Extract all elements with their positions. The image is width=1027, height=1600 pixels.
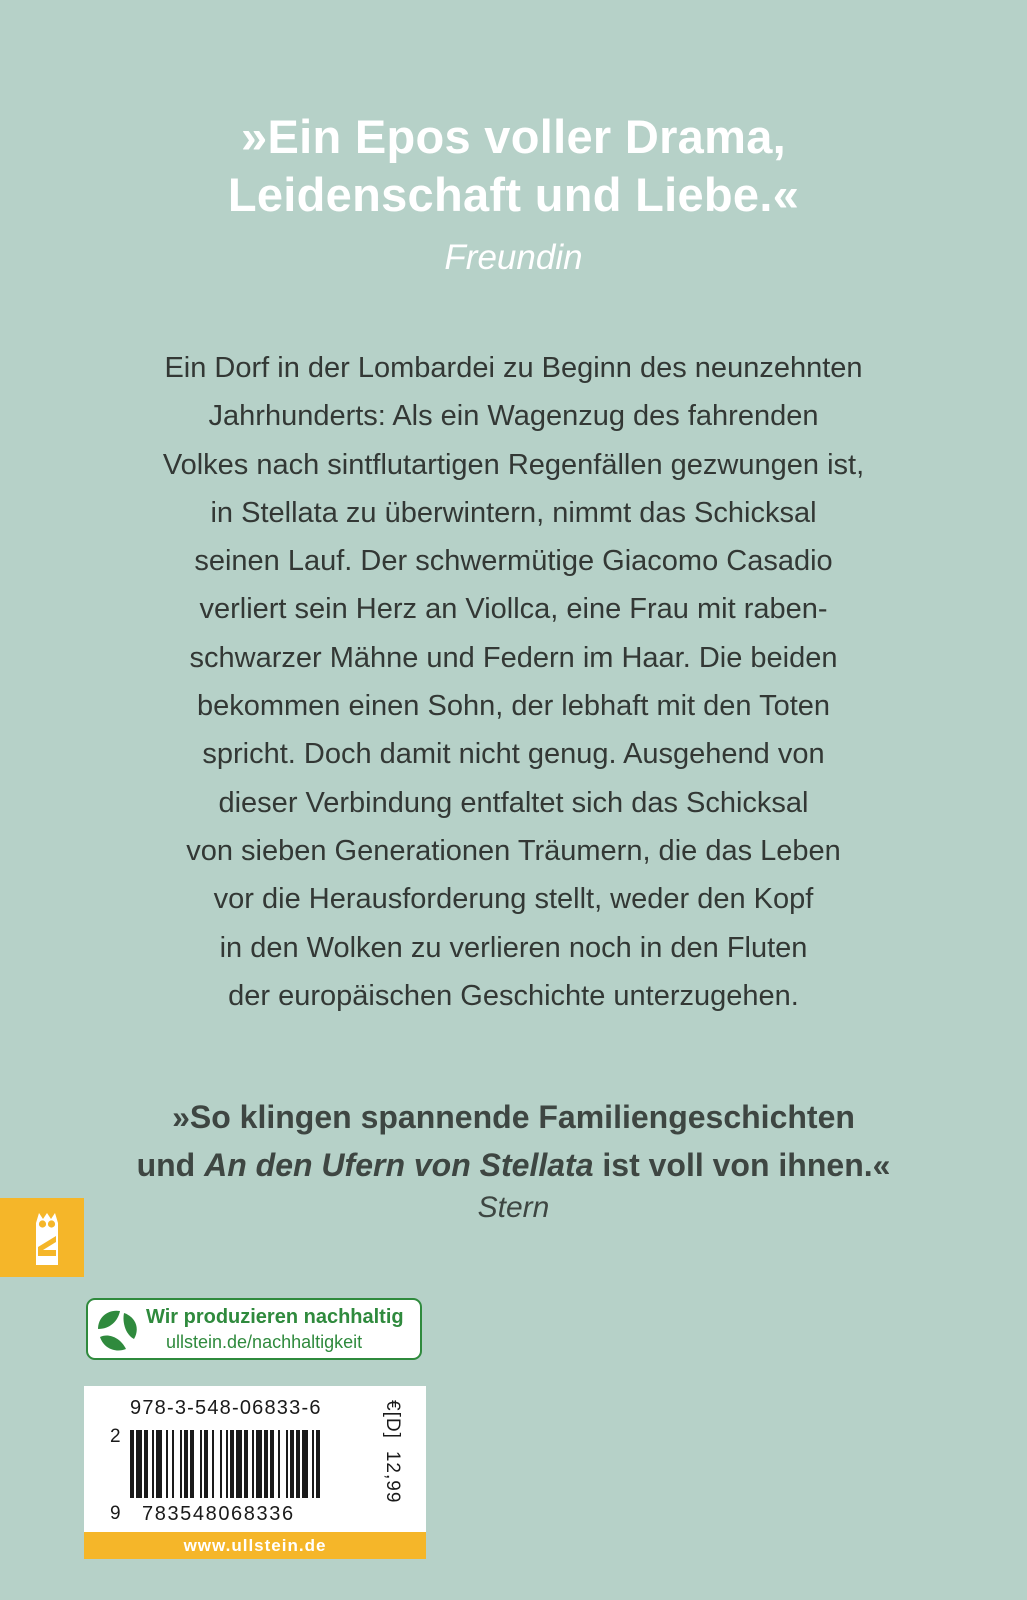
barcode-bar	[252, 1430, 254, 1498]
blurb-line: Volkes nach sintflutartigen Regenfällen gezwungen ist,	[162, 448, 865, 481]
barcode-bar	[290, 1430, 294, 1498]
barcode-bar	[184, 1430, 188, 1498]
blurb-line: spricht. Doch damit nicht genug. Ausgehend von	[202, 738, 825, 771]
eco-badge-title: Wir produzieren nachhaltig	[146, 1306, 404, 1328]
top-quote-line-1: »Ein Epos voller Drama,	[241, 110, 786, 163]
barcode-lead-bottom: 9	[110, 1503, 121, 1524]
barcode-bar	[226, 1430, 228, 1498]
barcode-bar	[144, 1430, 148, 1498]
barcode-bar	[278, 1430, 280, 1498]
blurb-line: in Stellata zu überwintern, nimmt das Schicksal	[210, 496, 817, 529]
barcode-bar	[180, 1430, 182, 1498]
blurb-line: vor die Herausforderung stellt, weder den Kopf	[213, 883, 814, 916]
barcode-bar	[296, 1430, 300, 1498]
top-quote-line-2: Leidenschaft und Liebe.«	[227, 168, 800, 221]
leaf-cycle-icon	[94, 1305, 142, 1355]
price-currency: €[D]	[382, 1400, 403, 1439]
owl-logo-icon	[34, 1207, 60, 1269]
price-label	[377, 1400, 407, 1524]
barcode-bar	[286, 1430, 288, 1498]
bottom-quote-line-1: »So klingen spannende Familiengeschichten	[172, 1099, 855, 1135]
bottom-quote	[0, 1093, 1027, 1189]
barcode-bar	[200, 1430, 202, 1498]
sustainability-badge	[86, 1298, 422, 1360]
bottom-quote-source: Stern	[477, 1191, 550, 1224]
bottom-quote-post: ist voll von ihnen.«	[593, 1147, 891, 1183]
barcode-bar	[130, 1430, 134, 1498]
barcode-bar	[302, 1430, 308, 1498]
barcode-lead-top: 2	[110, 1426, 121, 1447]
barcode-bar	[230, 1430, 234, 1498]
barcode-bar	[156, 1430, 162, 1498]
blurb-line: dieser Verbindung entfaltet sich das Schicksal	[218, 786, 809, 819]
barcode-bar	[270, 1430, 274, 1498]
barcode-bar	[152, 1430, 154, 1498]
blurb-line: der europäischen Geschichte unterzugehen.	[228, 979, 799, 1012]
barcode-label	[84, 1386, 426, 1559]
barcode-bar	[190, 1430, 194, 1498]
barcode-bar	[312, 1430, 314, 1498]
blurb-line: in den Wolken zu verlieren noch in den Fluten	[219, 931, 808, 964]
barcode-bar	[172, 1430, 174, 1498]
blurb-text	[0, 344, 1027, 1020]
bottom-quote-line-2	[0, 1141, 1027, 1189]
blurb-line: verliert sein Herz an Viollca, eine Frau mit raben-	[199, 593, 828, 626]
publisher-website: www.ullstein.de	[84, 1532, 426, 1559]
top-quote	[0, 108, 1027, 224]
blurb-line: Jahrhunderts: Als ein Wagenzug des fahrenden	[208, 400, 819, 433]
barcode-bar	[236, 1430, 242, 1498]
blurb-line: bekommen einen Sohn, der lebhaft mit den Toten	[196, 690, 831, 723]
barcode-bar	[212, 1430, 214, 1498]
bottom-quote-pre: und	[136, 1147, 205, 1183]
barcode-bar	[166, 1430, 168, 1498]
price-value: 12,99	[382, 1450, 403, 1504]
top-quote-source: Freundin	[444, 238, 583, 277]
barcode-bar	[220, 1430, 222, 1498]
publisher-logo	[0, 1198, 84, 1277]
barcode-bar	[256, 1430, 262, 1498]
blurb-line: schwarzer Mähne und Federn im Haar. Die beiden	[189, 641, 838, 674]
barcode-bars	[130, 1430, 362, 1498]
blurb-line: von sieben Generationen Träumern, die das Leben	[186, 834, 841, 867]
barcode-bar	[204, 1430, 208, 1498]
eco-badge-url: ullstein.de/nachhaltigkeit	[166, 1332, 363, 1352]
book-title: An den Ufern von Stellata	[204, 1147, 594, 1183]
barcode-bar	[136, 1430, 142, 1498]
barcode-bar	[264, 1430, 268, 1498]
barcode-bar	[244, 1430, 248, 1498]
blurb-line: Ein Dorf in der Lombardei zu Beginn des neunzehnten	[164, 352, 863, 384]
barcode-digits: 783548068336	[142, 1503, 295, 1525]
isbn-number: 978-3-548-06833-6	[130, 1397, 322, 1419]
barcode-bar	[316, 1430, 320, 1498]
blurb-line: seinen Lauf. Der schwermütige Giacomo Casadio	[194, 545, 833, 578]
